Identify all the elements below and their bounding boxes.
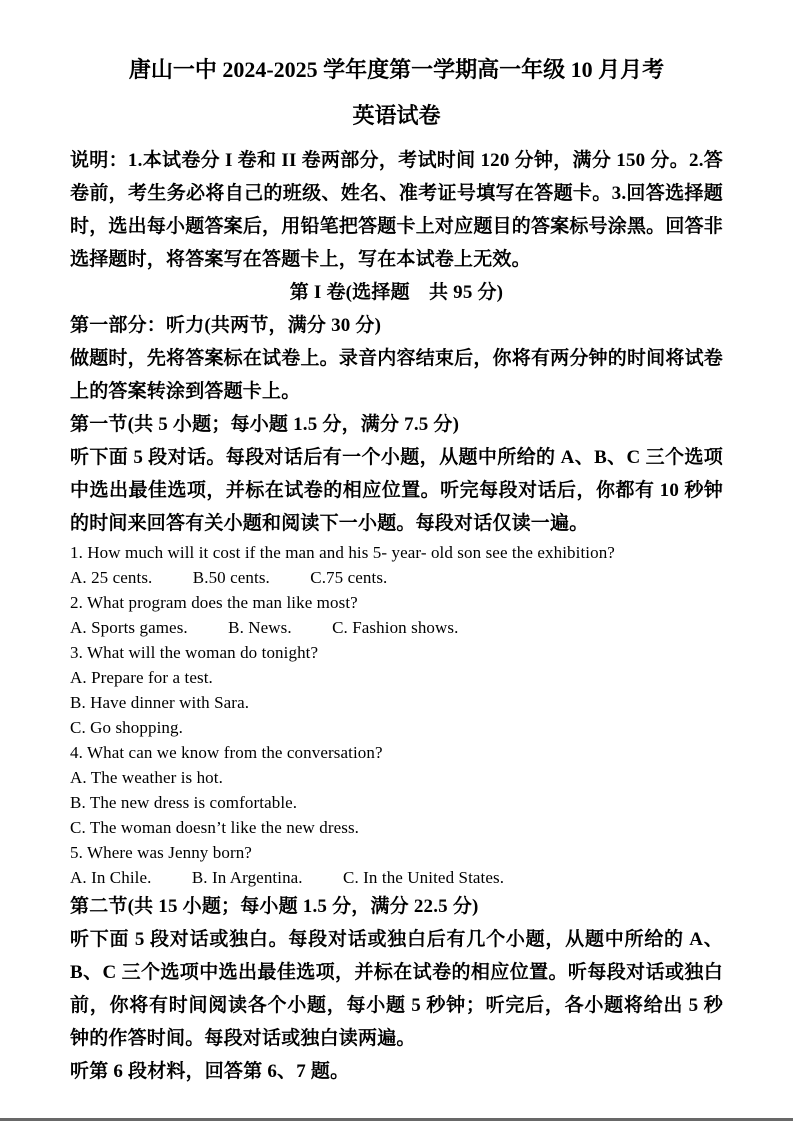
question-3-option-c: C. Go shopping.: [70, 718, 183, 737]
part1-note: 做题时，先将答案标在试卷上。录音内容结束后，你将有两分钟的时间将试卷上的答案转涂到答题卡上。: [70, 348, 723, 402]
question-4-option-b: B. The new dress is comfortable.: [70, 793, 298, 812]
question-3-text: 3. What will the woman do tonight?: [70, 643, 319, 662]
question-1-option-b: B.50 cents.: [192, 568, 270, 587]
section2-instructions: 听下面 5 段对话或独白。每段对话或独白后有几个小题，从题中所给的 A、B、C 三个选项中选出最佳选项，并标在试卷的相应位置。听每段对话或独白前，你将有时间阅读各个小题，每小题 5 秒钟；听完后，各小题将给出 5 秒钟的作答时间。每段对话或独白读两遍。: [70, 929, 723, 1049]
question-4-option-a: A. The weather is hot.: [70, 768, 223, 787]
question-2-text: 2. What program does the man like most?: [70, 593, 358, 612]
question-1-options: [70, 565, 723, 590]
question-4-option-c: C. The woman doesn’t like the new dress.: [70, 818, 360, 837]
exam-subtitle: 英语试卷: [352, 103, 441, 128]
section2-header: 第二节(共 15 小题；每小题 1.5 分，满分 22.5 分): [70, 896, 479, 917]
page-bottom-divider: [0, 1118, 793, 1121]
material6-prompt: 听第 6 段材料，回答第 6、7 题。: [70, 1061, 350, 1082]
question-5-options: [70, 865, 723, 890]
question-4-text: 4. What can we know from the conversation?: [70, 743, 383, 762]
section1-header: 第一节(共 5 小题；每小题 1.5 分，满分 7.5 分): [70, 414, 460, 435]
question-1-option-a: A. 25 cents.: [70, 568, 153, 587]
question-2-option-c: C. Fashion shows.: [332, 618, 459, 637]
question-2-option-b: B. News.: [228, 618, 292, 637]
exam-title: 唐山一中 2024-2025 学年度第一学期高一年级 10 月月考: [128, 57, 665, 82]
question-3-option-a: A. Prepare for a test.: [70, 668, 213, 687]
question-5-text: 5. Where was Jenny born?: [70, 843, 252, 862]
question-1-option-c: C.75 cents.: [310, 568, 388, 587]
exam-instructions: 说明：1.本试卷分 I 卷和 II 卷两部分，考试时间 120 分钟，满分 150 分。2.答卷前，考生务必将自己的班级、姓名、准考证号填写在答题卡。3.回答选择题时，选出每小题答案后，用铅笔把答题卡上对应题目的答案标号涂黑。回答非选择题时，将答案写在答题卡上，写在本试卷上无效。: [70, 150, 723, 270]
question-3: [70, 640, 723, 740]
question-5: [70, 840, 723, 890]
listening-questions: [70, 540, 723, 890]
question-2-options: [70, 615, 723, 640]
question-1: [70, 540, 723, 590]
question-5-option-b: B. In Argentina.: [191, 868, 303, 887]
question-2-option-a: A. Sports games.: [70, 618, 188, 637]
question-5-option-a: A. In Chile.: [70, 868, 152, 887]
section1-instructions: 听下面 5 段对话。每段对话后有一个小题，从题中所给的 A、B、C 三个选项中选出最佳选项，并标在试卷的相应位置。听完每段对话后，你都有 10 秒钟的时间来回答有关小题和阅读下一小题。每段对话仅读一遍。: [70, 447, 723, 534]
question-1-text: 1. How much will it cost if the man and his 5- year- old son see the exhibition?: [70, 543, 615, 562]
question-5-option-c: C. In the United States.: [343, 868, 505, 887]
question-3-option-b: B. Have dinner with Sara.: [70, 693, 250, 712]
part1-header: 第一部分：听力(共两节，满分 30 分): [70, 315, 382, 336]
question-2: [70, 590, 723, 640]
question-4: [70, 740, 723, 840]
volume1-header: 第 I 卷(选择题 共 95 分): [289, 282, 504, 303]
